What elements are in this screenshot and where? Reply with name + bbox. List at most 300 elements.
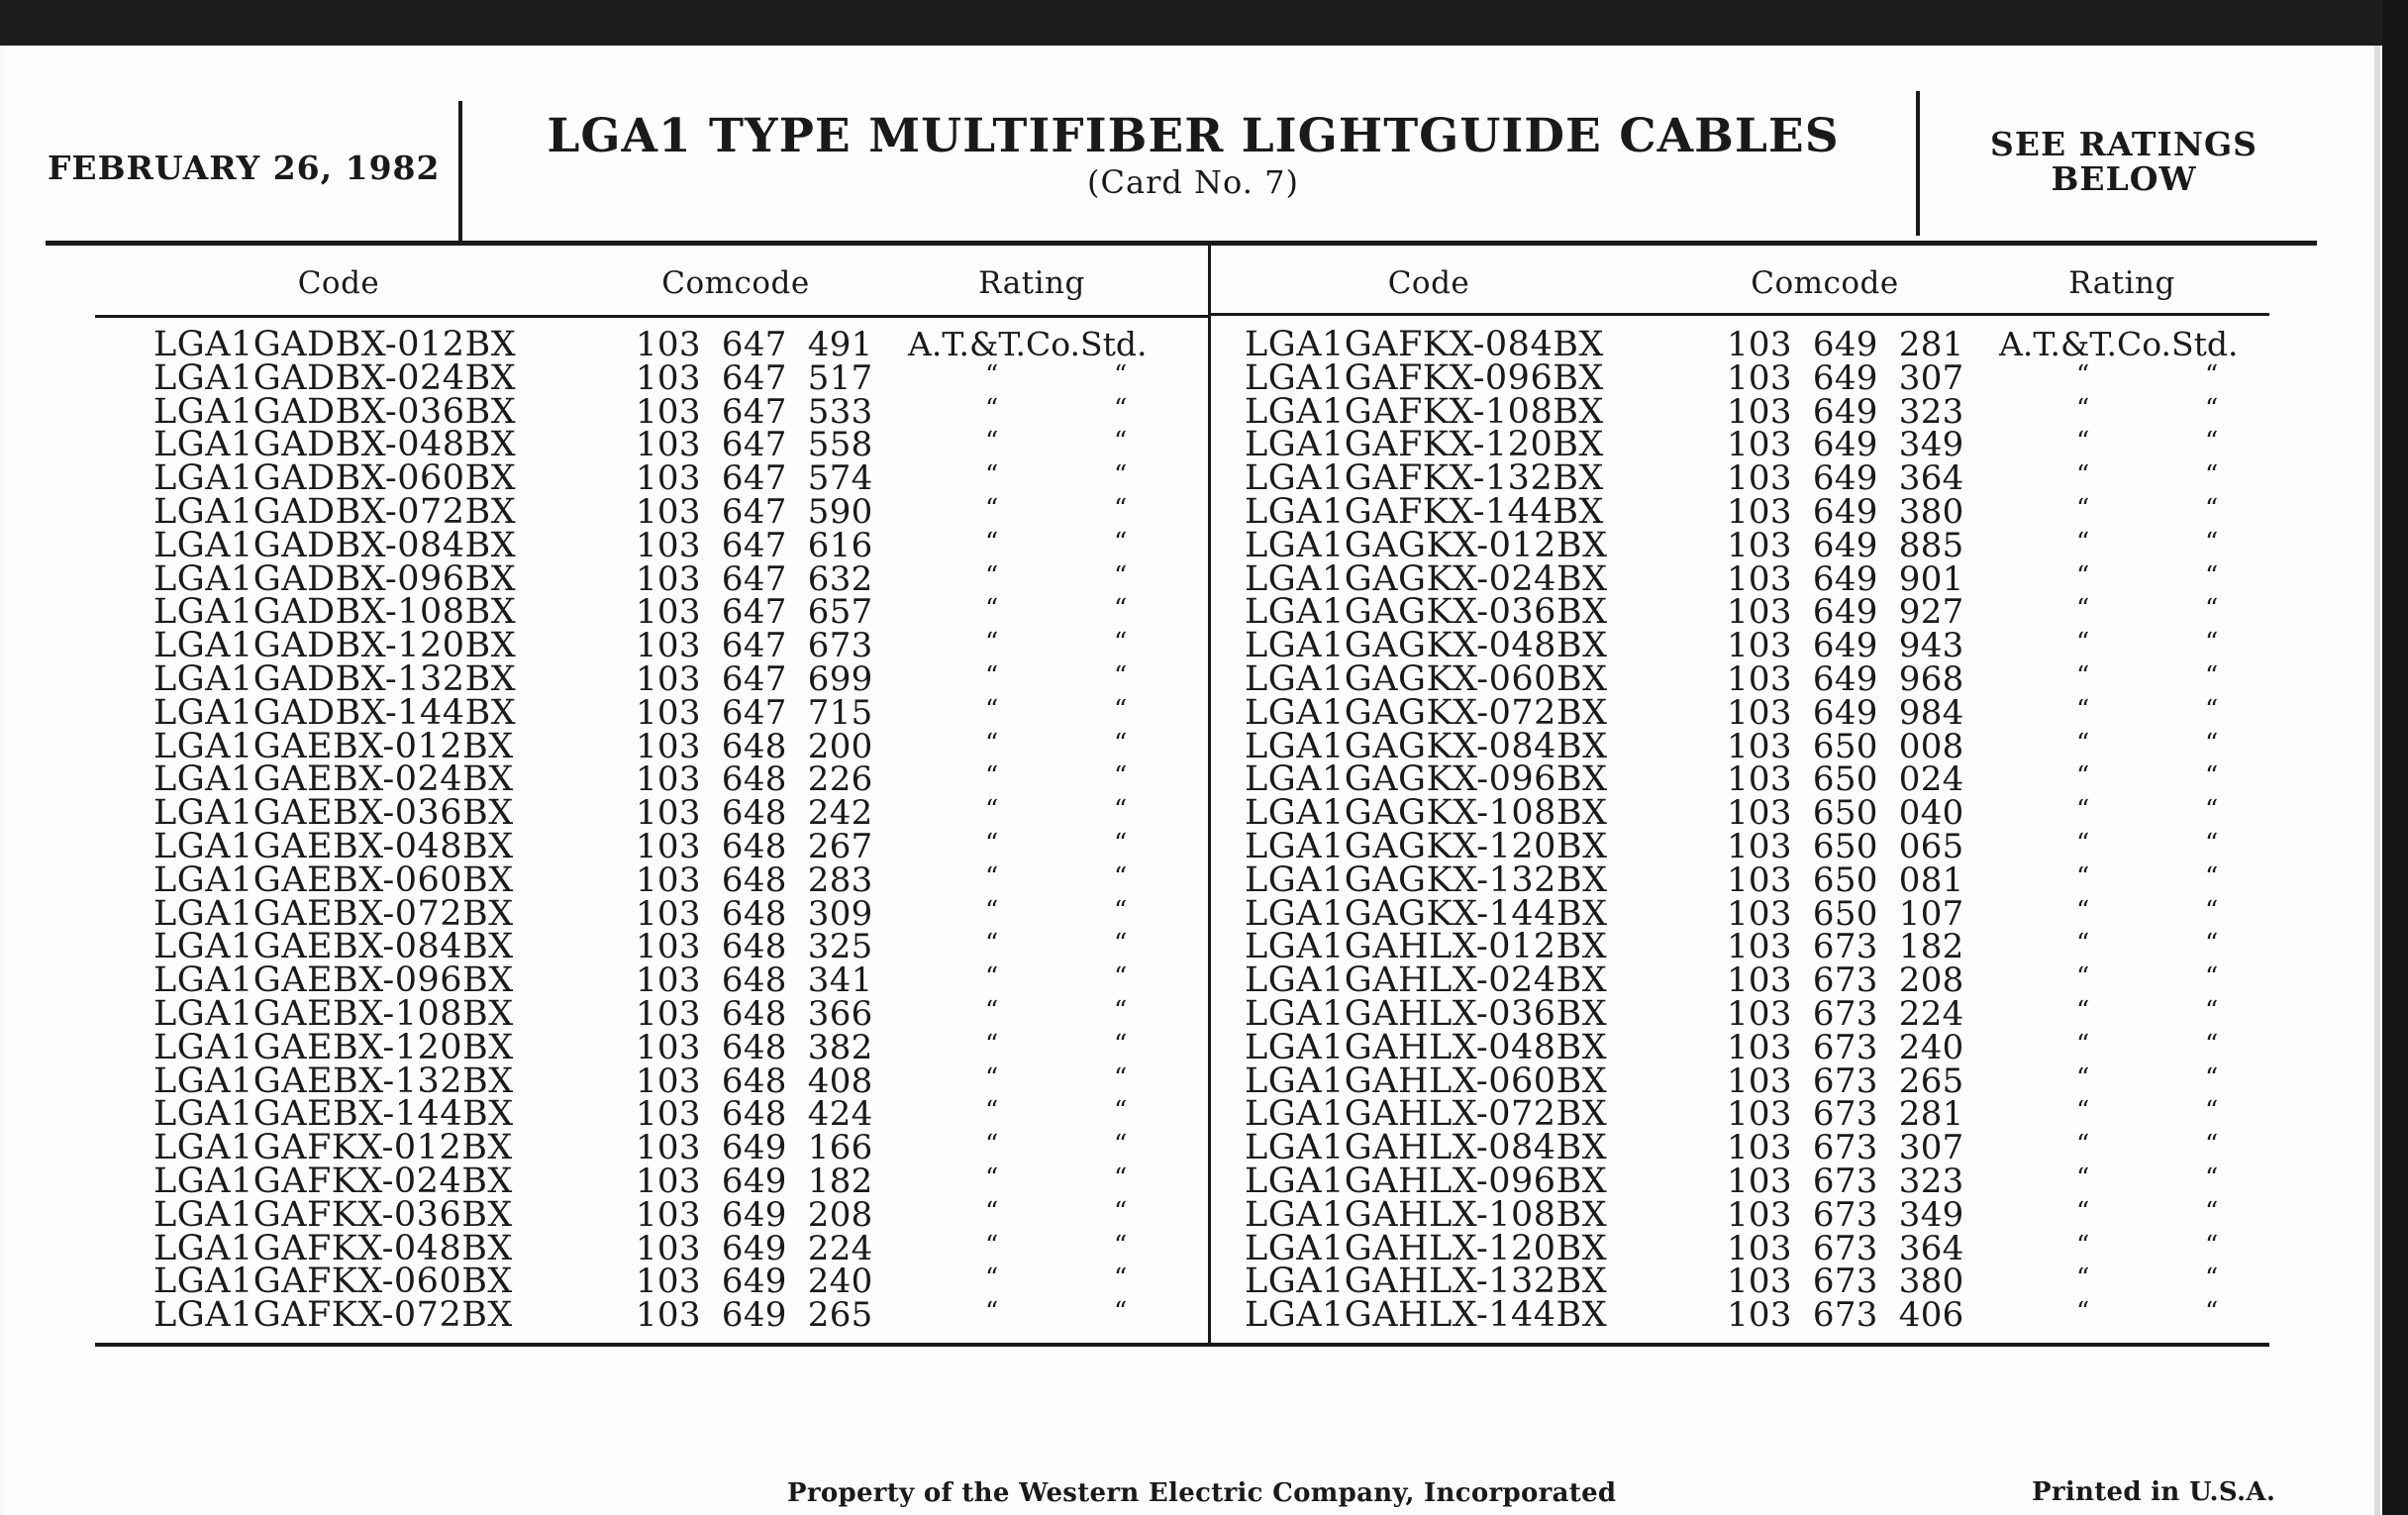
cable-code: LGA1GAFKX-096BX: [1245, 358, 1604, 398]
comcode: 103 648 226: [636, 759, 873, 799]
column-header-rule-right: [1210, 313, 2269, 316]
comcode: 103 649 984: [1727, 693, 1964, 733]
cable-code: LGA1GAEBX-012BX: [153, 727, 514, 766]
ditto-mark: “: [2205, 460, 2219, 490]
comcode: 103 649 323: [1727, 392, 1964, 432]
right-table-row: [1245, 827, 2274, 866]
ditto-mark: “: [985, 1263, 999, 1293]
ditto-mark: “: [985, 1231, 999, 1261]
left-table-row: [153, 1195, 1183, 1235]
right-table-row: [1245, 1061, 2274, 1101]
left-rating-header: Rating: [978, 265, 1085, 301]
left-table-row: [153, 759, 1183, 799]
comcode: 103 647 632: [636, 559, 873, 599]
left-table-row: [153, 1094, 1183, 1134]
left-code-header: Code: [297, 265, 380, 301]
scan-border-top: [0, 0, 2408, 46]
comcode: 103 649 943: [1727, 626, 1964, 665]
cable-code: LGA1GAFKX-024BX: [153, 1162, 513, 1201]
right-table-row: [1245, 1094, 2274, 1134]
right-table-row: [1245, 793, 2274, 833]
card-subtitle: (Card No. 7): [1087, 163, 1299, 201]
left-table-row: [153, 358, 1183, 398]
ditto-mark: “: [2205, 628, 2219, 657]
right-table-row: [1245, 1162, 2274, 1201]
ditto-mark: “: [1114, 360, 1128, 390]
ditto-mark: “: [2076, 896, 2090, 926]
ditto-mark: “: [2076, 962, 2090, 992]
ditto-mark: “: [1114, 1163, 1128, 1193]
ditto-mark: “: [1114, 427, 1128, 456]
cable-code: LGA1GAEBX-132BX: [153, 1061, 514, 1101]
ditto-mark: “: [2205, 1063, 2219, 1093]
ditto-mark: “: [985, 829, 999, 858]
cable-code: LGA1GADBX-108BX: [153, 592, 517, 632]
cable-code: LGA1GAGKX-108BX: [1245, 793, 1608, 833]
ditto-mark: “: [1114, 628, 1128, 657]
cable-code: LGA1GAEBX-060BX: [153, 860, 514, 900]
ditto-mark: “: [985, 661, 999, 691]
cable-code: LGA1GAGKX-132BX: [1245, 860, 1608, 900]
ditto-mark: “: [2205, 360, 2219, 390]
ditto-mark: “: [2076, 528, 2090, 557]
comcode: 103 647 533: [636, 392, 873, 432]
right-table-row: [1245, 1262, 2274, 1301]
comcode: 103 649 927: [1727, 592, 1964, 632]
comcode: 103 673 349: [1727, 1195, 1964, 1235]
ditto-mark: “: [2205, 829, 2219, 858]
card-edge-shadow: [2374, 46, 2380, 1515]
comcode: 103 648 408: [636, 1061, 873, 1101]
right-table-row: [1245, 727, 2274, 766]
left-table-row: [153, 526, 1183, 565]
table-bottom-rule: [95, 1343, 2269, 1347]
ditto-mark: “: [2205, 695, 2219, 725]
comcode: 103 673 307: [1727, 1128, 1964, 1167]
left-table-row: [153, 960, 1183, 1000]
ditto-mark: “: [1114, 1130, 1128, 1160]
ditto-mark: “: [2205, 1263, 2219, 1293]
left-table-row: [153, 626, 1183, 665]
ditto-mark: “: [2076, 929, 2090, 959]
ditto-mark: “: [2205, 1030, 2219, 1060]
ditto-mark: “: [985, 628, 999, 657]
left-table-row: [153, 325, 1183, 364]
ditto-mark: “: [1114, 729, 1128, 758]
ditto-mark: “: [985, 761, 999, 791]
comcode: 103 673 380: [1727, 1262, 1964, 1301]
right-table-row: [1245, 626, 2274, 665]
ditto-mark: “: [2076, 1197, 2090, 1227]
left-comcode-header: Comcode: [661, 265, 810, 301]
right-table-row: [1245, 693, 2274, 733]
left-table-row: [153, 994, 1183, 1034]
ditto-mark: “: [1114, 1297, 1128, 1327]
ditto-mark: “: [2205, 1130, 2219, 1160]
right-table-row: [1245, 659, 2274, 699]
ditto-mark: “: [2076, 1130, 2090, 1160]
cable-code: LGA1GAGKX-096BX: [1245, 759, 1608, 799]
comcode: 103 647 673: [636, 626, 873, 665]
ditto-mark: “: [985, 528, 999, 557]
ditto-mark: “: [985, 795, 999, 825]
cable-code: LGA1GADBX-084BX: [153, 526, 517, 565]
ditto-mark: “: [2205, 661, 2219, 691]
comcode: 103 648 283: [636, 860, 873, 900]
rating-value: A.T.&T.Co.Std.: [908, 325, 1148, 363]
cable-code: LGA1GAEBX-072BX: [153, 894, 514, 934]
ditto-mark: “: [2205, 962, 2219, 992]
ditto-mark: “: [985, 1063, 999, 1093]
card-date: FEBRUARY 26, 1982: [48, 149, 441, 187]
right-table-row: [1245, 592, 2274, 632]
ditto-mark: “: [2076, 1297, 2090, 1327]
ditto-mark: “: [1114, 394, 1128, 424]
ditto-mark: “: [1114, 1197, 1128, 1227]
left-table-row: [153, 1128, 1183, 1167]
right-table-row: [1245, 1195, 2274, 1235]
ditto-mark: “: [2076, 729, 2090, 758]
right-table-row: [1245, 1028, 2274, 1067]
column-header-rule-left: [95, 315, 1210, 318]
right-table-row: [1245, 860, 2274, 900]
ditto-mark: “: [985, 729, 999, 758]
ditto-mark: “: [2205, 427, 2219, 456]
footer-property: Property of the Western Electric Company, Incorporated: [787, 1478, 1617, 1508]
left-table-row: [153, 1262, 1183, 1301]
ditto-mark: “: [985, 1197, 999, 1227]
ditto-mark: “: [1114, 460, 1128, 490]
ditto-mark: “: [1114, 561, 1128, 591]
ratings-note-line2: BELOW: [2051, 159, 2197, 198]
cable-code: LGA1GAGKX-036BX: [1245, 592, 1608, 632]
ditto-mark: “: [2076, 460, 2090, 490]
cable-code: LGA1GADBX-060BX: [153, 458, 517, 498]
ditto-mark: “: [2076, 594, 2090, 624]
comcode: 103 673 323: [1727, 1162, 1964, 1201]
cable-code: LGA1GAEBX-096BX: [153, 960, 514, 1000]
comcode: 103 673 281: [1727, 1094, 1964, 1134]
left-table-row: [153, 927, 1183, 966]
scan-border-right: [2382, 0, 2408, 1515]
comcode: 103 648 341: [636, 960, 873, 1000]
ditto-mark: “: [2076, 1163, 2090, 1193]
ditto-mark: “: [985, 1096, 999, 1126]
left-table-row: [153, 827, 1183, 866]
ditto-mark: “: [2076, 360, 2090, 390]
cable-code: LGA1GAEBX-036BX: [153, 793, 514, 833]
ditto-mark: “: [985, 1163, 999, 1193]
ditto-mark: “: [985, 427, 999, 456]
cable-code: LGA1GADBX-132BX: [153, 659, 517, 699]
left-table-row: [153, 693, 1183, 733]
comcode: 103 649 901: [1727, 559, 1964, 599]
header-divider-left: [458, 101, 462, 242]
left-table-row: [153, 559, 1183, 599]
ditto-mark: “: [1114, 661, 1128, 691]
left-table-row: [153, 659, 1183, 699]
comcode: 103 649 307: [1727, 358, 1964, 398]
comcode: 103 647 616: [636, 526, 873, 565]
card-title: LGA1 TYPE MULTIFIBER LIGHTGUIDE CABLES: [547, 109, 1840, 163]
ditto-mark: “: [2076, 829, 2090, 858]
cable-code: LGA1GAEBX-120BX: [153, 1028, 514, 1067]
ditto-mark: “: [1114, 1096, 1128, 1126]
ditto-mark: “: [2205, 896, 2219, 926]
comcode: 103 649 885: [1727, 526, 1964, 565]
left-table-row: [153, 727, 1183, 766]
left-table-row: [153, 592, 1183, 632]
cable-code: LGA1GAEBX-144BX: [153, 1094, 514, 1134]
ditto-mark: “: [2205, 761, 2219, 791]
comcode: 103 649 208: [636, 1195, 873, 1235]
left-table-row: [153, 894, 1183, 934]
ditto-mark: “: [1114, 528, 1128, 557]
left-table-row: [153, 860, 1183, 900]
comcode: 103 647 699: [636, 659, 873, 699]
left-table-row: [153, 1162, 1183, 1201]
ditto-mark: “: [985, 862, 999, 892]
right-table-row: [1245, 492, 2274, 532]
cable-code: LGA1GAHLX-120BX: [1245, 1229, 1608, 1268]
cable-code: LGA1GAEBX-024BX: [153, 759, 514, 799]
cable-code: LGA1GAHLX-132BX: [1245, 1262, 1608, 1301]
cable-code: LGA1GAGKX-120BX: [1245, 827, 1608, 866]
comcode: 103 673 265: [1727, 1061, 1964, 1101]
comcode: 103 673 406: [1727, 1295, 1964, 1335]
cable-code: LGA1GAFKX-072BX: [153, 1295, 513, 1335]
ditto-mark: “: [1114, 896, 1128, 926]
ditto-mark: “: [1114, 795, 1128, 825]
right-rating-header: Rating: [2068, 265, 2175, 301]
left-table-row: [153, 425, 1183, 464]
left-table-row: [153, 458, 1183, 498]
ditto-mark: “: [985, 996, 999, 1026]
cable-code: LGA1GAHLX-024BX: [1245, 960, 1608, 1000]
ditto-mark: “: [985, 929, 999, 959]
ditto-mark: “: [1114, 761, 1128, 791]
ditto-mark: “: [2076, 1096, 2090, 1126]
comcode: 103 673 224: [1727, 994, 1964, 1034]
right-table-row: [1245, 458, 2274, 498]
comcode: 103 648 424: [636, 1094, 873, 1134]
footer-printed: Printed in U.S.A.: [2032, 1477, 2276, 1507]
ditto-mark: “: [985, 561, 999, 591]
ditto-mark: “: [2076, 427, 2090, 456]
ditto-mark: “: [2076, 862, 2090, 892]
ditto-mark: “: [1114, 929, 1128, 959]
table-center-divider: [1208, 244, 1211, 1345]
ditto-mark: “: [985, 360, 999, 390]
right-comcode-header: Comcode: [1751, 265, 1899, 301]
ditto-mark: “: [2205, 1197, 2219, 1227]
ditto-mark: “: [985, 394, 999, 424]
ditto-mark: “: [1114, 829, 1128, 858]
ditto-mark: “: [1114, 862, 1128, 892]
cable-code: LGA1GAHLX-144BX: [1245, 1295, 1608, 1335]
ditto-mark: “: [985, 494, 999, 524]
comcode: 103 650 081: [1727, 860, 1964, 900]
ditto-mark: “: [2205, 528, 2219, 557]
cable-code: LGA1GADBX-096BX: [153, 559, 517, 599]
ditto-mark: “: [2205, 1231, 2219, 1261]
cable-code: LGA1GADBX-120BX: [153, 626, 517, 665]
comcode: 103 648 325: [636, 927, 873, 966]
comcode: 103 649 364: [1727, 458, 1964, 498]
cable-code: LGA1GADBX-048BX: [153, 425, 517, 464]
ditto-mark: “: [1114, 1231, 1128, 1261]
comcode: 103 673 182: [1727, 927, 1964, 966]
right-table-row: [1245, 1128, 2274, 1167]
ditto-mark: “: [2076, 661, 2090, 691]
comcode: 103 649 968: [1727, 659, 1964, 699]
comcode: 103 647 590: [636, 492, 873, 532]
header-rule: [46, 241, 2317, 246]
cable-code: LGA1GAHLX-036BX: [1245, 994, 1608, 1034]
cable-code: LGA1GAGKX-060BX: [1245, 659, 1608, 699]
ditto-mark: “: [2076, 1030, 2090, 1060]
right-table-row: [1245, 894, 2274, 934]
ditto-mark: “: [985, 460, 999, 490]
comcode: 103 650 024: [1727, 759, 1964, 799]
ditto-mark: “: [985, 1030, 999, 1060]
right-table-row: [1245, 927, 2274, 966]
ditto-mark: “: [2205, 594, 2219, 624]
comcode: 103 647 558: [636, 425, 873, 464]
ditto-mark: “: [2076, 394, 2090, 424]
cable-code: LGA1GAGKX-084BX: [1245, 727, 1608, 766]
cable-code: LGA1GADBX-144BX: [153, 693, 517, 733]
ditto-mark: “: [2205, 1163, 2219, 1193]
left-table-row: [153, 1061, 1183, 1101]
ditto-mark: “: [1114, 1030, 1128, 1060]
cable-code: LGA1GADBX-036BX: [153, 392, 517, 432]
ditto-mark: “: [2205, 929, 2219, 959]
cable-code: LGA1GAHLX-060BX: [1245, 1061, 1608, 1101]
cable-code: LGA1GAEBX-108BX: [153, 994, 514, 1034]
ratings-note-line1: SEE RATINGS: [1989, 125, 2258, 163]
ditto-mark: “: [985, 594, 999, 624]
cable-code: LGA1GADBX-072BX: [153, 492, 517, 532]
cable-code: LGA1GAGKX-024BX: [1245, 559, 1608, 599]
comcode: 103 649 166: [636, 1128, 873, 1167]
ditto-mark: “: [2205, 996, 2219, 1026]
right-table-row: [1245, 559, 2274, 599]
ditto-mark: “: [1114, 695, 1128, 725]
ditto-mark: “: [2076, 1263, 2090, 1293]
left-table-row: [153, 1229, 1183, 1268]
cable-code: LGA1GAGKX-144BX: [1245, 894, 1608, 934]
ditto-mark: “: [2076, 695, 2090, 725]
ditto-mark: “: [2076, 1063, 2090, 1093]
ditto-mark: “: [2205, 729, 2219, 758]
cable-code: LGA1GAFKX-108BX: [1245, 392, 1604, 432]
ditto-mark: “: [2076, 761, 2090, 791]
ditto-mark: “: [985, 896, 999, 926]
comcode: 103 648 382: [636, 1028, 873, 1067]
right-code-header: Code: [1387, 265, 1470, 301]
header-divider-right: [1916, 91, 1920, 236]
ditto-mark: “: [1114, 1263, 1128, 1293]
ditto-mark: “: [2076, 628, 2090, 657]
comcode: 103 649 281: [1727, 325, 1964, 364]
cable-code: LGA1GAHLX-012BX: [1245, 927, 1608, 966]
cable-code: LGA1GAEBX-084BX: [153, 927, 514, 966]
ditto-mark: “: [1114, 594, 1128, 624]
left-table-row: [153, 1295, 1183, 1335]
cable-code: LGA1GAGKX-048BX: [1245, 626, 1608, 665]
ditto-mark: “: [2205, 795, 2219, 825]
right-table-row: [1245, 994, 2274, 1034]
ditto-mark: “: [985, 695, 999, 725]
left-table-row: [153, 392, 1183, 432]
cable-code: LGA1GAFKX-048BX: [153, 1229, 513, 1268]
comcode: 103 647 715: [636, 693, 873, 733]
right-table-row: [1245, 526, 2274, 565]
right-table-row: [1245, 392, 2274, 432]
ditto-mark: “: [1114, 1063, 1128, 1093]
ditto-mark: “: [1114, 962, 1128, 992]
right-table-row: [1245, 1229, 2274, 1268]
comcode: 103 649 224: [636, 1229, 873, 1268]
cable-code: LGA1GAGKX-012BX: [1245, 526, 1608, 565]
right-table-row: [1245, 358, 2274, 398]
ditto-mark: “: [2076, 561, 2090, 591]
comcode: 103 649 349: [1727, 425, 1964, 464]
right-table-row: [1245, 1295, 2274, 1335]
cable-code: LGA1GAHLX-048BX: [1245, 1028, 1608, 1067]
comcode: 103 649 182: [636, 1162, 873, 1201]
ditto-mark: “: [2205, 1297, 2219, 1327]
cable-code: LGA1GAHLX-096BX: [1245, 1162, 1608, 1201]
cable-code: LGA1GAFKX-132BX: [1245, 458, 1604, 498]
right-table-row: [1245, 325, 2274, 364]
comcode: 103 647 657: [636, 592, 873, 632]
cable-code: LGA1GAHLX-072BX: [1245, 1094, 1608, 1134]
cable-code: LGA1GAFKX-060BX: [153, 1262, 513, 1301]
comcode: 103 648 309: [636, 894, 873, 934]
comcode: 103 649 380: [1727, 492, 1964, 532]
comcode: 103 648 267: [636, 827, 873, 866]
comcode: 103 673 240: [1727, 1028, 1964, 1067]
rating-value: A.T.&T.Co.Std.: [1999, 325, 2239, 363]
comcode: 103 649 240: [636, 1262, 873, 1301]
left-table-row: [153, 492, 1183, 532]
right-table-row: [1245, 425, 2274, 464]
cable-code: LGA1GAFKX-036BX: [153, 1195, 513, 1235]
ditto-mark: “: [2076, 795, 2090, 825]
cable-code: LGA1GAHLX-108BX: [1245, 1195, 1608, 1235]
cable-code: LGA1GAFKX-084BX: [1245, 325, 1604, 364]
comcode: 103 673 208: [1727, 960, 1964, 1000]
ditto-mark: “: [2205, 494, 2219, 524]
comcode: 103 648 242: [636, 793, 873, 833]
cable-code: LGA1GAFKX-120BX: [1245, 425, 1604, 464]
ditto-mark: “: [2076, 996, 2090, 1026]
ditto-mark: “: [985, 962, 999, 992]
cable-code: LGA1GAFKX-012BX: [153, 1128, 513, 1167]
ditto-mark: “: [1114, 996, 1128, 1026]
ditto-mark: “: [2205, 394, 2219, 424]
comcode: 103 673 364: [1727, 1229, 1964, 1268]
ditto-mark: “: [985, 1297, 999, 1327]
cable-code: LGA1GAFKX-144BX: [1245, 492, 1604, 532]
cable-code: LGA1GADBX-024BX: [153, 358, 517, 398]
comcode: 103 649 265: [636, 1295, 873, 1335]
ditto-mark: “: [2205, 862, 2219, 892]
left-table-row: [153, 1028, 1183, 1067]
ditto-mark: “: [2205, 561, 2219, 591]
